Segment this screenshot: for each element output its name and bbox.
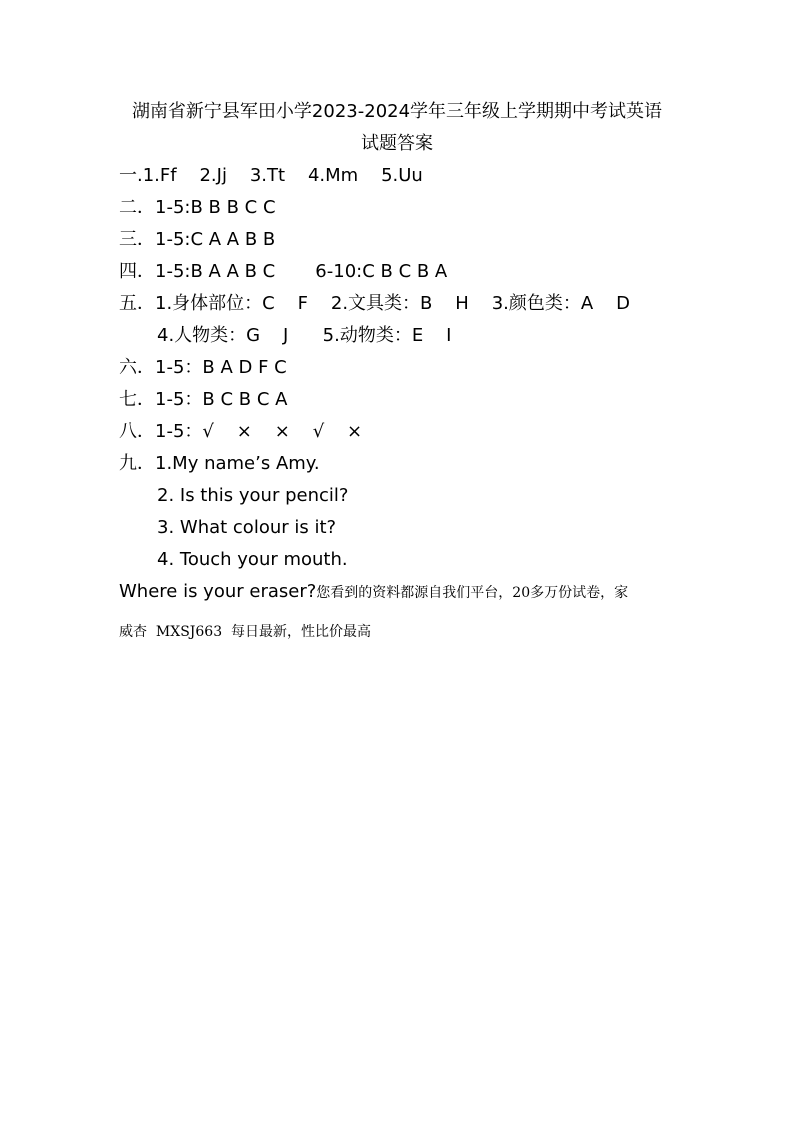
answer-section-8: 八．1-5：√ × × √ × [119, 421, 363, 442]
answer-section-9-5-line [119, 576, 628, 609]
answer-section-5a: 五．1.身体部位：C F 2.文具类：B H 3.颜色类：A D [119, 293, 630, 314]
answer-section-7: 七．1-5：B C B C A [119, 389, 288, 410]
answer-section-9-5: Where is your eraser? [119, 581, 317, 602]
answer-section-1: 一.1.Ff 2.Jj 3.Tt 4.Mm 5.Uu [119, 165, 423, 186]
watermark-note-line1: 您看到的资料都源自我们平台，20多万份试卷，家 [316, 585, 629, 601]
answer-section-3: 三．1-5:C A A B B [119, 229, 276, 250]
answer-section-5b: 4.人物类：G J 5.动物类：E I [157, 325, 452, 346]
answer-section-9-3: 3. What colour is it? [157, 517, 337, 538]
answer-section-9-2: 2. Is this your pencil? [157, 485, 349, 506]
answer-section-9-4: 4. Touch your mouth. [157, 549, 348, 570]
answer-section-9-1: 九．1.My name’s Amy. [119, 453, 320, 474]
doc-title-line2: 试题答案 [361, 133, 433, 154]
doc-title-line1: 湖南省新宁县军田小学2023-2024学年三年级上学期期中考试英语 [131, 101, 663, 122]
watermark-note-line2: 威杏 MXSJ663 每日最新，性比价最高 [119, 624, 372, 640]
answer-section-2: 二．1-5:B B B C C [119, 197, 276, 218]
answer-section-6: 六．1-5：B A D F C [119, 357, 287, 378]
answer-section-4: 四．1-5:B A A B C 6-10:C B C B A [119, 261, 448, 282]
